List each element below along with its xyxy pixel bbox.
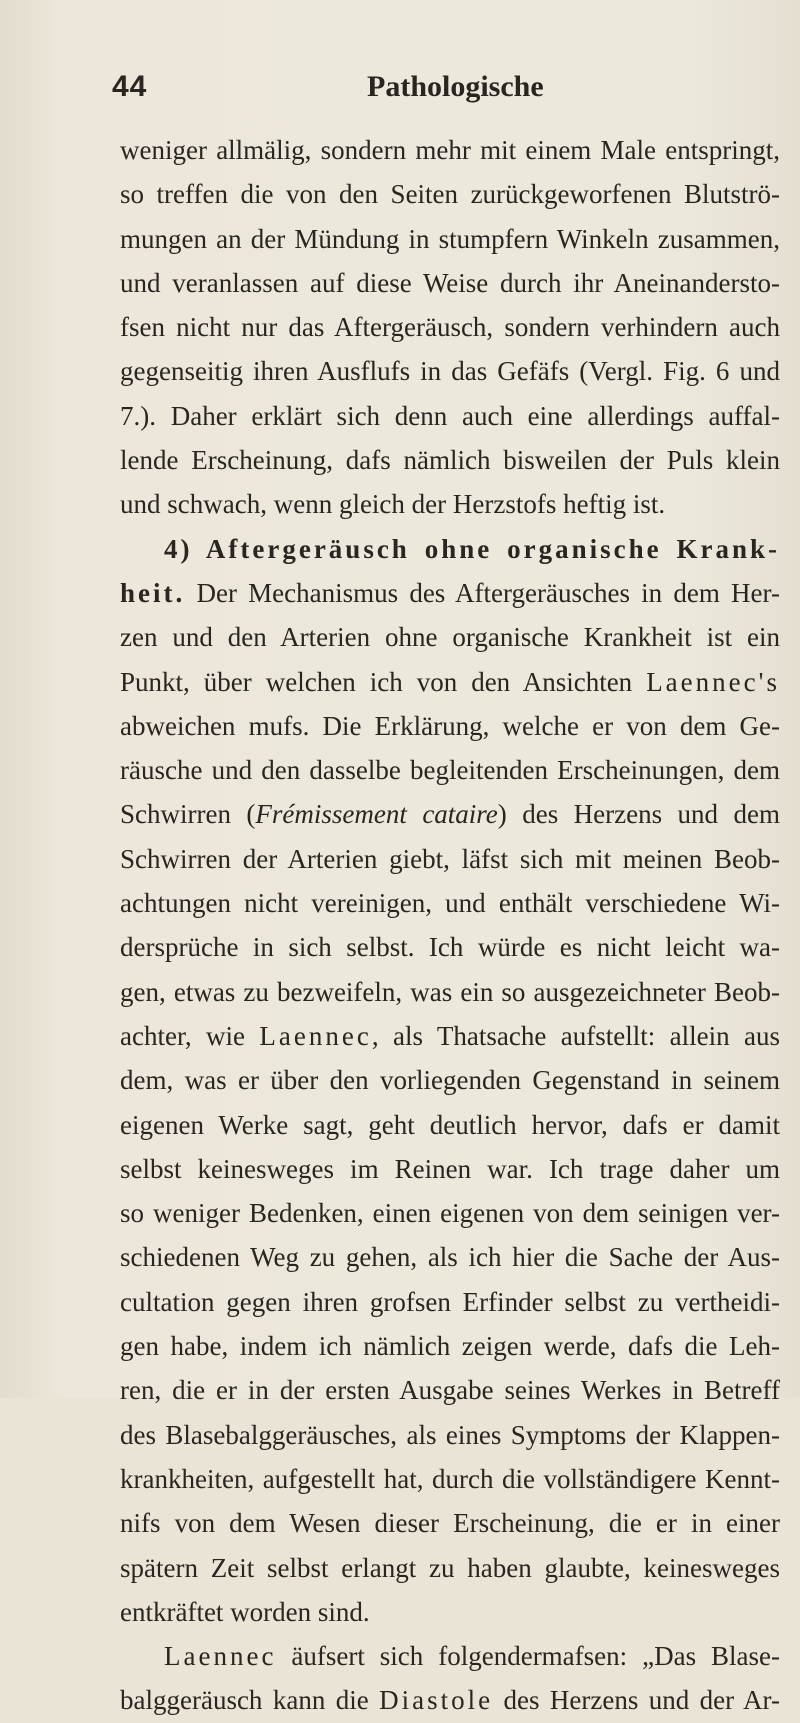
text-line: so weniger Bedenken, einen eigenen von dem seinigen ver- [120, 1198, 780, 1229]
text-line: selbst keinesweges im Reinen war. Ich trage daher um [120, 1153, 780, 1184]
text-line: krankheiten, aufgestellt hat, durch die vollständigere Kennt- [120, 1463, 780, 1494]
text-line: mungen an der Mündung in stumpfern Winkeln zusammen, [120, 223, 780, 254]
page-number: 44 [112, 70, 148, 103]
text-line: zen und den Arterien ohne organische Krankheit ist ein [120, 622, 780, 653]
text-line: und veranlassen auf diese Weise durch ihr Aneinandersto- [120, 267, 780, 298]
text-line: gen, etwas zu bezweifeln, was ein so ausgezeichneter Beob- [120, 976, 780, 1007]
text-line: Laennec äufsert sich folgendermafsen: „Das Blase- [164, 1641, 780, 1672]
text-line: abweichen mufs. Die Erklärung, welche er von dem Ge- [120, 710, 780, 741]
text-line: heit. Der Mechanismus des Aftergeräusches in dem Her- [120, 577, 780, 608]
running-head: Pathologische [367, 70, 544, 103]
text-line: nifs von dem Wesen dieser Erscheinung, die er in einer [120, 1508, 780, 1539]
text-line: schiedenen Weg zu gehen, als ich hier die Sache der Aus- [120, 1242, 780, 1273]
text-line: achter, wie Laennec, als Thatsache aufstellt: allein aus [120, 1020, 780, 1051]
text-line: achtungen nicht vereinigen, und enthält verschiedene Wi- [120, 888, 780, 919]
text-line: entkräftet worden sind. [120, 1596, 370, 1627]
text-line: weniger allmälig, sondern mehr mit einem Male entspringt, [120, 135, 780, 165]
text-line: gen habe, indem ich nämlich zeigen werde, dafs die Leh- [120, 1331, 780, 1362]
text-line: spätern Zeit selbst erlangt zu haben glaubte, keinesweges [120, 1552, 780, 1583]
page-header [112, 70, 752, 110]
text-line: 7.). Daher erklärt sich denn auch eine allerdings auffal- [120, 400, 780, 431]
text-line: Schwirren (Frémissement cataire) des Herzens und dem [120, 799, 780, 830]
text-line: fsen nicht nur das Aftergeräusch, sondern verhindern auch [120, 312, 780, 343]
text-line: cultation gegen ihren grofsen Erfinder selbst zu vertheidi- [120, 1286, 780, 1317]
section-heading: 4) Aftergeräusch ohne organische Krank- [164, 533, 780, 564]
body-text [120, 128, 780, 1723]
text-line: Schwirren der Arterien giebt, läfst sich mit meinen Beob- [120, 843, 780, 874]
text-line: gegenseitig ihren Ausflufs in das Gefäfs (Vergl. Fig. 6 und [120, 356, 780, 387]
text-line: ren, die er in der ersten Ausgabe seines Werkes in Betreff [120, 1375, 780, 1406]
text-line: dem, was er über den vorliegenden Gegenstand in seinem [120, 1065, 780, 1096]
text-line: lende Erscheinung, dafs nämlich bisweilen der Puls klein [120, 445, 780, 476]
text-line: Punkt, über welchen ich von den Ansichten Laennec's [120, 666, 780, 697]
text-line: eigenen Werke sagt, geht deutlich hervor, dafs er damit [120, 1109, 780, 1140]
text-line: dersprüche in sich selbst. Ich würde es nicht leicht wa- [120, 932, 780, 963]
text-line: und schwach, wenn gleich der Herzstofs heftig ist. [120, 489, 666, 520]
text-line: balggeräusch kann die Diastole des Herzens und der Ar- [120, 1685, 780, 1716]
text-line: räusche und den dasselbe begleitenden Erscheinungen, dem [120, 755, 780, 786]
text-line: so treffen die von den Seiten zurückgeworfenen Blutströ- [120, 179, 780, 210]
text-line: des Blasebalggeräusches, als eines Symptoms der Klappen- [120, 1419, 780, 1450]
